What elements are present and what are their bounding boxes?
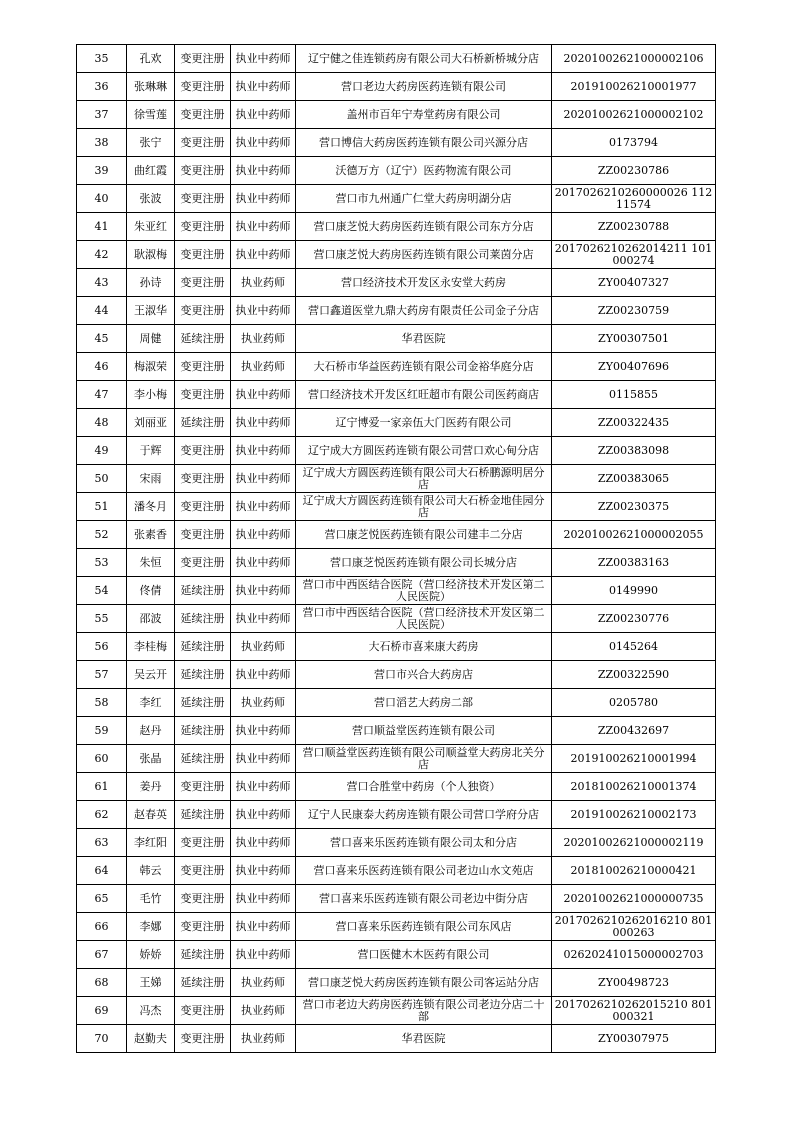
registration-number-cell: 201810026210001374 [552, 773, 716, 801]
person-name-cell: 孔欢 [127, 45, 175, 73]
person-name-cell: 朱亚红 [127, 213, 175, 241]
qualification-cell: 执业药师 [231, 689, 296, 717]
qualification-cell: 执业药师 [231, 997, 296, 1025]
table-row [77, 801, 716, 829]
registration-number-cell: 2017026210262015210 801000321 [552, 997, 716, 1025]
registration-type-cell: 变更注册 [175, 45, 231, 73]
registration-type-cell: 变更注册 [175, 437, 231, 465]
qualification-cell: 执业中药师 [231, 465, 296, 493]
employer-unit-cell: 营口滔艺大药房二部 [296, 689, 552, 717]
row-number-cell: 58 [77, 689, 127, 717]
qualification-cell: 执业中药师 [231, 493, 296, 521]
qualification-cell: 执业中药师 [231, 885, 296, 913]
employer-unit-cell: 营口市中西医结合医院（营口经济技术开发区第二人民医院） [296, 605, 552, 633]
row-number-cell: 48 [77, 409, 127, 437]
row-number-cell: 47 [77, 381, 127, 409]
registration-table-body [77, 45, 716, 1053]
registration-type-cell: 延续注册 [175, 745, 231, 773]
table-row [77, 605, 716, 633]
person-name-cell: 佟倩 [127, 577, 175, 605]
table-row [77, 129, 716, 157]
registration-number-cell: ZY00307501 [552, 325, 716, 353]
registration-number-cell: 0173794 [552, 129, 716, 157]
registration-type-cell: 变更注册 [175, 465, 231, 493]
person-name-cell: 赵丹 [127, 717, 175, 745]
registration-table [76, 44, 716, 1053]
person-name-cell: 张波 [127, 185, 175, 213]
employer-unit-cell: 营口合胜堂中药房（个人独资） [296, 773, 552, 801]
table-row [77, 661, 716, 689]
person-name-cell: 冯杰 [127, 997, 175, 1025]
employer-unit-cell: 营口顺益堂医药连锁有限公司 [296, 717, 552, 745]
employer-unit-cell: 营口老边大药房医药连锁有限公司 [296, 73, 552, 101]
row-number-cell: 51 [77, 493, 127, 521]
table-row [77, 885, 716, 913]
registration-number-cell: 20201002621000002106 [552, 45, 716, 73]
registration-type-cell: 变更注册 [175, 773, 231, 801]
employer-unit-cell: 营口康芝悦大药房医药连锁有限公司客运站分店 [296, 969, 552, 997]
employer-unit-cell: 营口医健木木医药有限公司 [296, 941, 552, 969]
person-name-cell: 李娜 [127, 913, 175, 941]
employer-unit-cell: 辽宁健之佳连锁药房有限公司大石桥新桥城分店 [296, 45, 552, 73]
qualification-cell: 执业药师 [231, 969, 296, 997]
registration-type-cell: 变更注册 [175, 269, 231, 297]
person-name-cell: 梅淑荣 [127, 353, 175, 381]
table-row [77, 325, 716, 353]
registration-number-cell: 02620241015000002703 [552, 941, 716, 969]
employer-unit-cell: 辽宁博爱一家亲伍大门医药有限公司 [296, 409, 552, 437]
row-number-cell: 67 [77, 941, 127, 969]
person-name-cell: 赵勤夫 [127, 1025, 175, 1053]
employer-unit-cell: 大石桥市华益医药连锁有限公司金裕华庭分店 [296, 353, 552, 381]
row-number-cell: 60 [77, 745, 127, 773]
table-row [77, 577, 716, 605]
employer-unit-cell: 营口喜来乐医药连锁有限公司老边中街分店 [296, 885, 552, 913]
qualification-cell: 执业中药师 [231, 829, 296, 857]
row-number-cell: 59 [77, 717, 127, 745]
registration-number-cell: 201910026210001994 [552, 745, 716, 773]
table-row [77, 1025, 716, 1053]
registration-type-cell: 变更注册 [175, 885, 231, 913]
table-row [77, 633, 716, 661]
person-name-cell: 朱恒 [127, 549, 175, 577]
registration-number-cell: ZZ00322590 [552, 661, 716, 689]
employer-unit-cell: 营口康芝悦大药房医药连锁有限公司莱茵分店 [296, 241, 552, 269]
table-row [77, 437, 716, 465]
registration-type-cell: 延续注册 [175, 409, 231, 437]
registration-type-cell: 变更注册 [175, 493, 231, 521]
row-number-cell: 44 [77, 297, 127, 325]
employer-unit-cell: 华君医院 [296, 325, 552, 353]
table-row [77, 549, 716, 577]
row-number-cell: 36 [77, 73, 127, 101]
row-number-cell: 45 [77, 325, 127, 353]
row-number-cell: 35 [77, 45, 127, 73]
qualification-cell: 执业中药师 [231, 381, 296, 409]
registration-number-cell: ZZ00383065 [552, 465, 716, 493]
person-name-cell: 徐雪莲 [127, 101, 175, 129]
registration-number-cell: ZZ00322435 [552, 409, 716, 437]
qualification-cell: 执业中药师 [231, 773, 296, 801]
person-name-cell: 于辉 [127, 437, 175, 465]
person-name-cell: 孙诗 [127, 269, 175, 297]
registration-number-cell: ZY00407696 [552, 353, 716, 381]
person-name-cell: 耿淑梅 [127, 241, 175, 269]
qualification-cell: 执业中药师 [231, 801, 296, 829]
row-number-cell: 55 [77, 605, 127, 633]
registration-type-cell: 变更注册 [175, 353, 231, 381]
qualification-cell: 执业中药师 [231, 549, 296, 577]
person-name-cell: 毛竹 [127, 885, 175, 913]
person-name-cell: 邵波 [127, 605, 175, 633]
person-name-cell: 王娣 [127, 969, 175, 997]
registration-number-cell: 0115855 [552, 381, 716, 409]
row-number-cell: 37 [77, 101, 127, 129]
qualification-cell: 执业药师 [231, 353, 296, 381]
qualification-cell: 执业中药师 [231, 437, 296, 465]
table-row [77, 73, 716, 101]
table-row [77, 241, 716, 269]
employer-unit-cell: 盖州市百年宁寿堂药房有限公司 [296, 101, 552, 129]
registration-type-cell: 变更注册 [175, 521, 231, 549]
person-name-cell: 周健 [127, 325, 175, 353]
registration-number-cell: ZZ00432697 [552, 717, 716, 745]
table-row [77, 213, 716, 241]
registration-type-cell: 变更注册 [175, 297, 231, 325]
row-number-cell: 53 [77, 549, 127, 577]
table-row [77, 185, 716, 213]
employer-unit-cell: 辽宁成大方圆医药连锁有限公司营口欢心甸分店 [296, 437, 552, 465]
registration-type-cell: 变更注册 [175, 73, 231, 101]
row-number-cell: 64 [77, 857, 127, 885]
employer-unit-cell: 大石桥市喜来康大药房 [296, 633, 552, 661]
registration-type-cell: 延续注册 [175, 633, 231, 661]
qualification-cell: 执业中药师 [231, 913, 296, 941]
qualification-cell: 执业中药师 [231, 857, 296, 885]
employer-unit-cell: 营口喜来乐医药连锁有限公司老边山水文苑店 [296, 857, 552, 885]
employer-unit-cell: 营口经济技术开发区永安堂大药房 [296, 269, 552, 297]
registration-type-cell: 变更注册 [175, 381, 231, 409]
qualification-cell: 执业中药师 [231, 661, 296, 689]
registration-type-cell: 变更注册 [175, 829, 231, 857]
registration-type-cell: 延续注册 [175, 717, 231, 745]
person-name-cell: 张宁 [127, 129, 175, 157]
table-row [77, 997, 716, 1025]
employer-unit-cell: 营口经济技术开发区红旺超市有限公司医药商店 [296, 381, 552, 409]
qualification-cell: 执业中药师 [231, 745, 296, 773]
qualification-cell: 执业中药师 [231, 157, 296, 185]
registration-type-cell: 变更注册 [175, 129, 231, 157]
table-row [77, 353, 716, 381]
qualification-cell: 执业中药师 [231, 409, 296, 437]
person-name-cell: 刘丽亚 [127, 409, 175, 437]
qualification-cell: 执业中药师 [231, 241, 296, 269]
row-number-cell: 49 [77, 437, 127, 465]
row-number-cell: 68 [77, 969, 127, 997]
table-row [77, 45, 716, 73]
registration-number-cell: ZZ00230759 [552, 297, 716, 325]
registration-number-cell: ZZ00230788 [552, 213, 716, 241]
registration-number-cell: ZZ00230375 [552, 493, 716, 521]
row-number-cell: 41 [77, 213, 127, 241]
table-row [77, 717, 716, 745]
table-row [77, 745, 716, 773]
person-name-cell: 曲红霞 [127, 157, 175, 185]
row-number-cell: 63 [77, 829, 127, 857]
registration-type-cell: 变更注册 [175, 185, 231, 213]
employer-unit-cell: 营口顺益堂医药连锁有限公司顺益堂大药房北关分店 [296, 745, 552, 773]
row-number-cell: 52 [77, 521, 127, 549]
person-name-cell: 吴云开 [127, 661, 175, 689]
registration-number-cell: ZY00498723 [552, 969, 716, 997]
row-number-cell: 43 [77, 269, 127, 297]
qualification-cell: 执业中药师 [231, 73, 296, 101]
table-row [77, 829, 716, 857]
employer-unit-cell: 营口康芝悦医药连锁有限公司长城分店 [296, 549, 552, 577]
employer-unit-cell: 营口喜来乐医药连锁有限公司东风店 [296, 913, 552, 941]
registration-number-cell: 201810026210000421 [552, 857, 716, 885]
registration-type-cell: 变更注册 [175, 857, 231, 885]
row-number-cell: 54 [77, 577, 127, 605]
table-row [77, 521, 716, 549]
table-row [77, 409, 716, 437]
table-row [77, 101, 716, 129]
registration-type-cell: 延续注册 [175, 661, 231, 689]
employer-unit-cell: 营口市兴合大药房店 [296, 661, 552, 689]
qualification-cell: 执业中药师 [231, 717, 296, 745]
person-name-cell: 李红阳 [127, 829, 175, 857]
registration-number-cell: 20201002621000000735 [552, 885, 716, 913]
row-number-cell: 66 [77, 913, 127, 941]
row-number-cell: 62 [77, 801, 127, 829]
person-name-cell: 李红 [127, 689, 175, 717]
qualification-cell: 执业中药师 [231, 521, 296, 549]
qualification-cell: 执业中药师 [231, 605, 296, 633]
table-row [77, 773, 716, 801]
registration-number-cell: 201910026210002173 [552, 801, 716, 829]
qualification-cell: 执业药师 [231, 269, 296, 297]
registration-number-cell: 201910026210001977 [552, 73, 716, 101]
registration-type-cell: 变更注册 [175, 241, 231, 269]
person-name-cell: 宋雨 [127, 465, 175, 493]
person-name-cell: 姜丹 [127, 773, 175, 801]
employer-unit-cell: 营口市九州通广仁堂大药房明湖分店 [296, 185, 552, 213]
employer-unit-cell: 营口喜来乐医药连锁有限公司太和分店 [296, 829, 552, 857]
registration-number-cell: 2017026210260000026 11211574 [552, 185, 716, 213]
person-name-cell: 李桂梅 [127, 633, 175, 661]
registration-type-cell: 变更注册 [175, 157, 231, 185]
qualification-cell: 执业中药师 [231, 185, 296, 213]
registration-number-cell: 20201002621000002119 [552, 829, 716, 857]
registration-number-cell: ZZ00383098 [552, 437, 716, 465]
employer-unit-cell: 营口康芝悦医药连锁有限公司建丰二分店 [296, 521, 552, 549]
employer-unit-cell: 华君医院 [296, 1025, 552, 1053]
registration-type-cell: 变更注册 [175, 1025, 231, 1053]
person-name-cell: 张晶 [127, 745, 175, 773]
table-row [77, 969, 716, 997]
registration-type-cell: 延续注册 [175, 689, 231, 717]
registration-type-cell: 延续注册 [175, 605, 231, 633]
registration-type-cell: 延续注册 [175, 325, 231, 353]
registration-number-cell: ZZ00230786 [552, 157, 716, 185]
table-row [77, 689, 716, 717]
person-name-cell: 张素香 [127, 521, 175, 549]
table-row [77, 297, 716, 325]
registration-number-cell: 0145264 [552, 633, 716, 661]
employer-unit-cell: 营口市中西医结合医院（营口经济技术开发区第二人民医院） [296, 577, 552, 605]
qualification-cell: 执业药师 [231, 1025, 296, 1053]
qualification-cell: 执业中药师 [231, 101, 296, 129]
table-row [77, 381, 716, 409]
employer-unit-cell: 营口鑫道医堂九鼎大药房有限责任公司金子分店 [296, 297, 552, 325]
row-number-cell: 39 [77, 157, 127, 185]
registration-number-cell: 20201002621000002102 [552, 101, 716, 129]
table-row [77, 857, 716, 885]
person-name-cell: 王淑华 [127, 297, 175, 325]
qualification-cell: 执业中药师 [231, 577, 296, 605]
row-number-cell: 69 [77, 997, 127, 1025]
registration-type-cell: 变更注册 [175, 997, 231, 1025]
registration-type-cell: 变更注册 [175, 913, 231, 941]
row-number-cell: 65 [77, 885, 127, 913]
qualification-cell: 执业中药师 [231, 941, 296, 969]
row-number-cell: 42 [77, 241, 127, 269]
row-number-cell: 61 [77, 773, 127, 801]
employer-unit-cell: 辽宁人民康泰大药房连锁有限公司营口学府分店 [296, 801, 552, 829]
registration-type-cell: 变更注册 [175, 213, 231, 241]
registration-number-cell: ZY00307975 [552, 1025, 716, 1053]
employer-unit-cell: 营口康芝悦大药房医药连锁有限公司东方分店 [296, 213, 552, 241]
person-name-cell: 赵春英 [127, 801, 175, 829]
qualification-cell: 执业中药师 [231, 297, 296, 325]
qualification-cell: 执业中药师 [231, 213, 296, 241]
qualification-cell: 执业中药师 [231, 129, 296, 157]
registration-type-cell: 变更注册 [175, 549, 231, 577]
registration-number-cell: 0205780 [552, 689, 716, 717]
qualification-cell: 执业药师 [231, 325, 296, 353]
registration-type-cell: 变更注册 [175, 101, 231, 129]
employer-unit-cell: 营口市老边大药房医药连锁有限公司老边分店二十部 [296, 997, 552, 1025]
table-row [77, 157, 716, 185]
row-number-cell: 50 [77, 465, 127, 493]
registration-type-cell: 延续注册 [175, 941, 231, 969]
employer-unit-cell: 辽宁成大方圆医药连锁有限公司大石桥鹏源明居分店 [296, 465, 552, 493]
person-name-cell: 李小梅 [127, 381, 175, 409]
person-name-cell: 娇娇 [127, 941, 175, 969]
employer-unit-cell: 辽宁成大方圆医药连锁有限公司大石桥金地佳园分店 [296, 493, 552, 521]
row-number-cell: 40 [77, 185, 127, 213]
registration-number-cell: ZZ00230776 [552, 605, 716, 633]
registration-type-cell: 延续注册 [175, 577, 231, 605]
person-name-cell: 韩云 [127, 857, 175, 885]
employer-unit-cell: 营口博信大药房医药连锁有限公司兴源分店 [296, 129, 552, 157]
qualification-cell: 执业药师 [231, 633, 296, 661]
employer-unit-cell: 沃德万方（辽宁）医药物流有限公司 [296, 157, 552, 185]
qualification-cell: 执业中药师 [231, 45, 296, 73]
table-row [77, 269, 716, 297]
table-row [77, 941, 716, 969]
registration-number-cell: 2017026210262016210 801000263 [552, 913, 716, 941]
person-name-cell: 潘冬月 [127, 493, 175, 521]
person-name-cell: 张琳琳 [127, 73, 175, 101]
registration-type-cell: 延续注册 [175, 801, 231, 829]
row-number-cell: 46 [77, 353, 127, 381]
table-row [77, 913, 716, 941]
registration-number-cell: ZY00407327 [552, 269, 716, 297]
row-number-cell: 38 [77, 129, 127, 157]
row-number-cell: 70 [77, 1025, 127, 1053]
registration-type-cell: 延续注册 [175, 969, 231, 997]
row-number-cell: 56 [77, 633, 127, 661]
registration-number-cell: 20201002621000002055 [552, 521, 716, 549]
table-row [77, 465, 716, 493]
registration-number-cell: 0149990 [552, 577, 716, 605]
row-number-cell: 57 [77, 661, 127, 689]
registration-number-cell: 2017026210262014211 101000274 [552, 241, 716, 269]
registration-number-cell: ZZ00383163 [552, 549, 716, 577]
table-row [77, 493, 716, 521]
